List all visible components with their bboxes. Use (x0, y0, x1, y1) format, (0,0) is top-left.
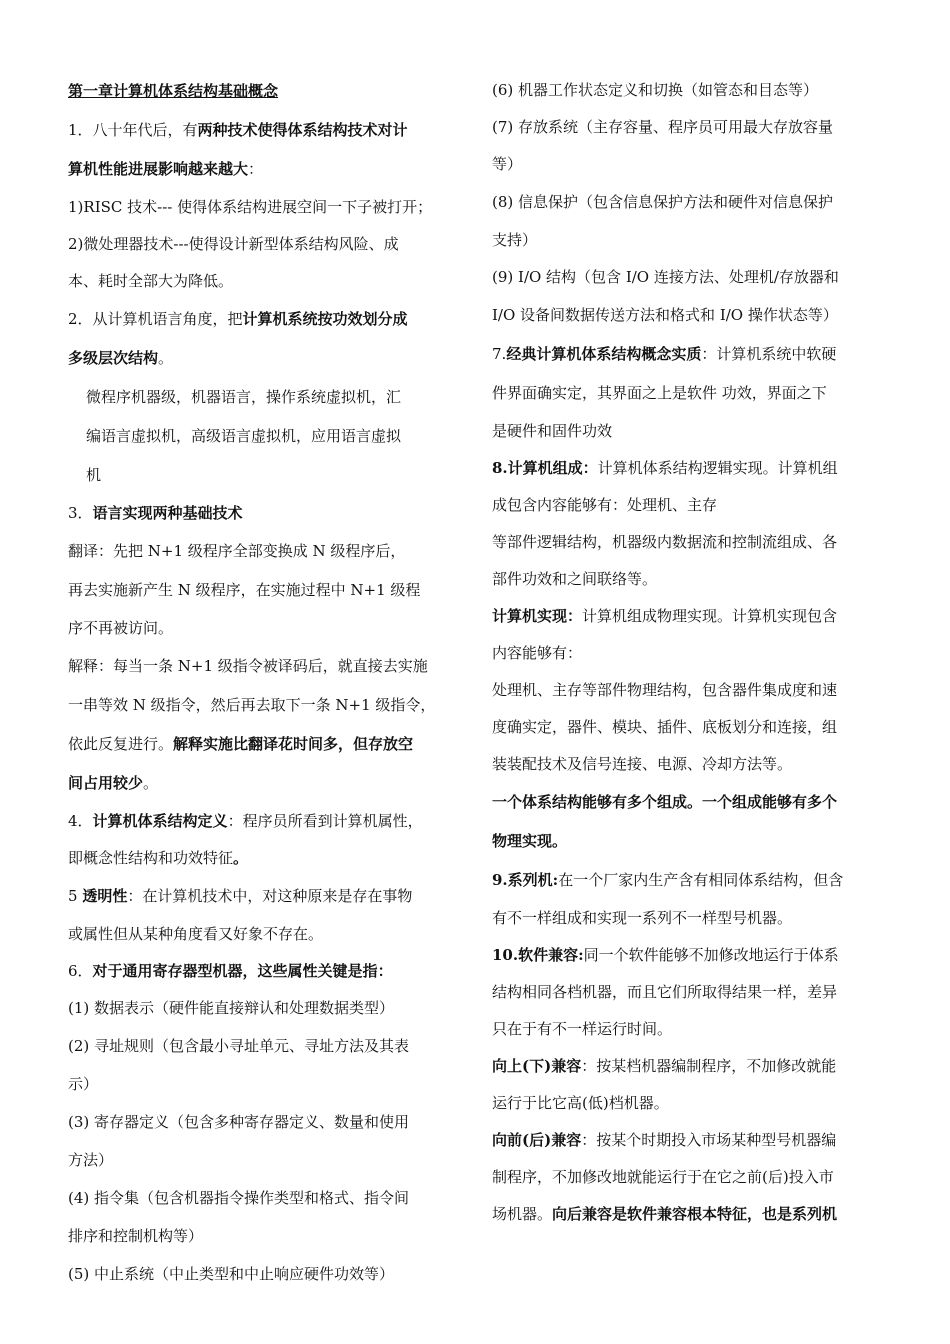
upward-compat: 向上(下)兼容：按某档机器编制程序，不加修改就能 (492, 1057, 837, 1075)
para-8-line-4: 部件功效和之间联络等。 (492, 570, 658, 588)
item-9-line-1: (9) I/O 结构（包含 I/O 连接方法、处理机/存放器和 (492, 268, 839, 286)
item-8-line-1: (8) 信息保护（包含信息保护方法和硬件对信息保护 (492, 193, 834, 211)
para-4: 4．计算机体系结构定义：程序员所看到计算机属性， (68, 812, 423, 830)
para-3: 3．语言实现两种基础技术 (68, 504, 243, 522)
item-3-line-1: (3) 寄存器定义（包含多种寄存器定义、数量和使用 (68, 1113, 410, 1131)
impl-para: 计算机实现：计算机组成物理实现。计算机实现包含 (492, 607, 838, 625)
para-10-line-2: 结构相同各档机器，而且它们所取得结果一样，差异 (492, 983, 838, 1001)
para-10: 10.软件兼容:同一个软件能够不加修改地运行于体系 (492, 946, 839, 964)
para-5: 5 透明性：在计算机技术中，对这种原来是存在事物 (68, 887, 413, 905)
translate-line-2: 再去实施新产生 N 级程序，在实施过程中 N+1 级程 (68, 581, 421, 599)
risc-line: 1)RISC 技术--- 使得体系结构进展空间一下子被打开； (68, 198, 433, 216)
chapter-title: 第一章计算机体系结构基础概念 (68, 82, 279, 100)
translate-line-3: 序不再被访问。 (68, 619, 174, 637)
item-6: (6) 机器工作状态定义和切换（如管态和目态等） (492, 81, 819, 99)
item-2-line-1: (2) 寻址规则（包含最小寻址单元、寻址方法及其表 (68, 1037, 410, 1055)
interpret-line-2: 一串等效 N 级指令，然后再去取下一条 N+1 级指令， (68, 696, 436, 714)
impl-line-3: 处理机、主存等部件物理结构，包含器件集成度和速 (492, 681, 838, 699)
item-8-line-2: 支持） (492, 231, 538, 249)
right-column (492, 72, 884, 1233)
para-10-line-3: 只在于有不一样运行时间。 (492, 1020, 673, 1038)
impl-line-2: 内容能够有： (492, 644, 583, 662)
para-4-cont: 即概念性结构和功效特征。 (68, 849, 249, 867)
para-7-line-2: 件界面确实定，其界面之上是软件 功效，界面之下 (492, 384, 827, 402)
para-8-line-3: 等部件逻辑结构，机器级内数据流和控制流组成、各 (492, 533, 838, 551)
levels-line-1: 微程序机器级，机器语言，操作系统虚拟机，汇 (86, 388, 402, 406)
para-2: 2．从计算机语言角度，把计算机系统按功效划分成 (68, 310, 408, 328)
para-1: 1．八十年代后，有两种技术使得体系结构技术对计 (68, 121, 408, 139)
para-5-cont: 或属性但从某种角度看又好象不存在。 (68, 925, 324, 943)
para-6: 6．对于通用寄存器型机器，这些属性关键是指： (68, 962, 393, 980)
item-9-line-2: I/O 设备间数据传送方法和格式和 I/O 操作状态等） (492, 306, 838, 324)
item-7-line-1: (7) 存放系统（主存容量、程序员可用最大存放容量 (492, 118, 834, 136)
levels-line-3: 机 (86, 466, 102, 484)
impl-line-4: 度确实定，器件、模块、插件、底板划分和连接，组 (492, 718, 838, 736)
impl-line-5: 装装配技术及信号连接、电源、冷却方法等。 (492, 755, 793, 773)
multi-line-2: 物理实现。 (492, 832, 568, 850)
item-7-line-2: 等） (492, 155, 523, 173)
para-7: 7.经典计算机体系结构概念实质：计算机系统中软硬 (492, 345, 837, 363)
item-4-line-1: (4) 指令集（包含机器指令操作类型和格式、指令间 (68, 1189, 410, 1207)
interpret-line-1: 解释：每当一条 N+1 级指令被译码后，就直接去实施 (68, 657, 428, 675)
para-8: 8.计算机组成：计算机体系结构逻辑实现。计算机组 (492, 459, 838, 477)
para-8-line-2: 成包含内容能够有：处理机、主存 (492, 496, 718, 514)
forward-compat-line-2: 制程序，不加修改地就能运行于在它之前(后)投入市 (492, 1168, 834, 1186)
multi-line-1: 一个体系结构能够有多个组成。一个组成能够有多个 (492, 793, 838, 811)
item-5: (5) 中止系统（中止类型和中止响应硬件功效等） (68, 1265, 395, 1283)
interpret-line-3: 依此反复进行。解释实施比翻译花时间多，但存放空 (68, 735, 414, 753)
forward-compat-line-3: 场机器。向后兼容是软件兼容根本特征，也是系列机 (492, 1205, 838, 1223)
levels-line-2: 编语言虚拟机，高级语言虚拟机，应用语言虚拟 (86, 427, 402, 445)
item-1: (1) 数据表示（硬件能直接辩认和处理数据类型） (68, 999, 395, 1017)
item-3-line-2: 方法） (68, 1151, 114, 1169)
upward-compat-line-2: 运行于比它高(低)档机器。 (492, 1094, 669, 1112)
para-2-cont: 多级层次结构。 (68, 349, 174, 367)
interpret-line-4: 间占用较少。 (68, 774, 159, 792)
forward-compat: 向前(后)兼容：按某个时期投入市场某种型号机器编 (492, 1131, 837, 1149)
para-9-line-2: 有不一样组成和实现一系列不一样型号机器。 (492, 909, 793, 927)
para-1-cont: 算机性能进展影响越来越大： (68, 160, 264, 178)
micro-line-1: 2)微处理器技术---使得设计新型体系结构风险、成 (68, 235, 399, 253)
item-4-line-2: 排序和控制机构等） (68, 1227, 204, 1245)
para-7-line-3: 是硬件和固件功效 (492, 422, 613, 440)
item-2-line-2: 示） (68, 1075, 99, 1093)
translate-line-1: 翻译：先把 N+1 级程序全部变换成 N 级程序后， (68, 542, 406, 560)
para-9: 9.系列机:在一个厂家内生产含有相同体系结构，但含 (492, 871, 844, 889)
micro-line-2: 本、耗时全部大为降低。 (68, 272, 234, 290)
left-column (68, 72, 460, 1294)
